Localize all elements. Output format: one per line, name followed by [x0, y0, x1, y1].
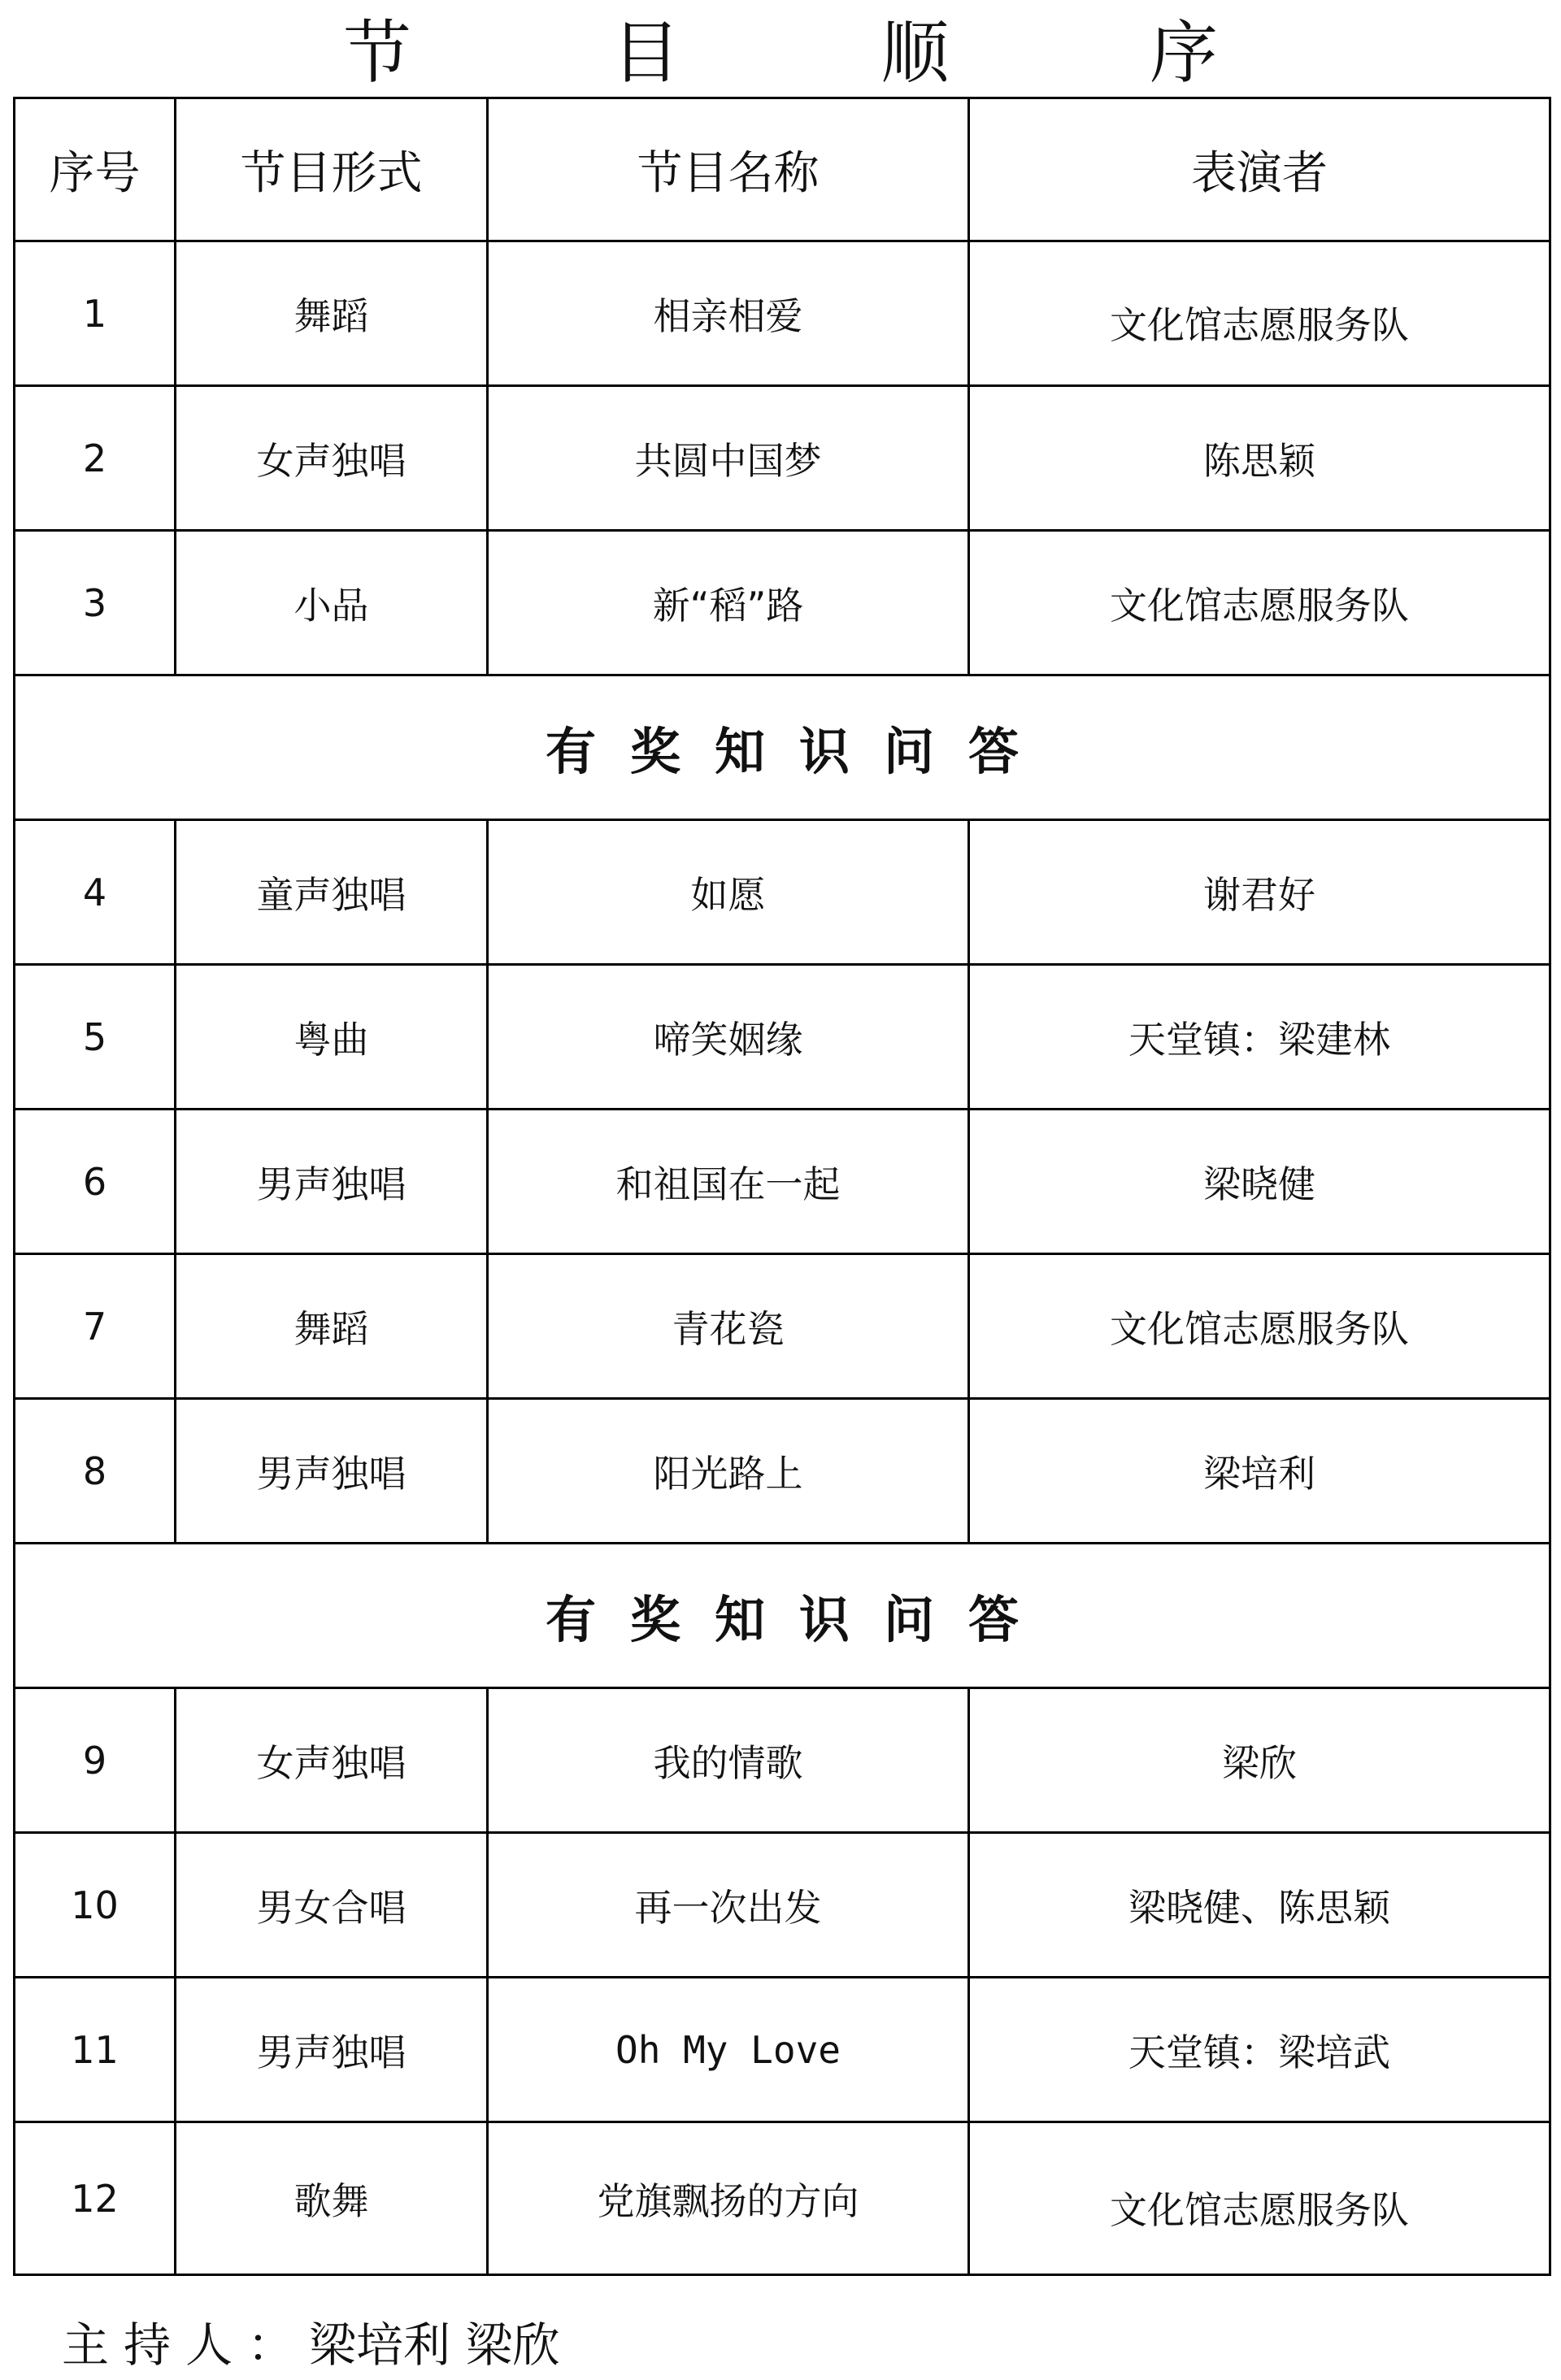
- cell-form: 歌舞: [176, 2122, 488, 2275]
- header-number: 序号: [15, 98, 176, 241]
- cell-form: 粤曲: [176, 965, 488, 1110]
- table-row: [15, 1110, 1550, 1254]
- hosts-names: 梁培利 梁欣: [309, 2317, 560, 2373]
- quiz-break-label: 有奖知识问答: [15, 1544, 1550, 1688]
- cell-number: 4: [15, 820, 176, 965]
- cell-number: 5: [15, 965, 176, 1110]
- cell-number: 9: [15, 1688, 176, 1833]
- cell-form: 小品: [176, 531, 488, 675]
- table-row: [15, 531, 1550, 675]
- cell-number: 3: [15, 531, 176, 675]
- table-row: [15, 1688, 1550, 1833]
- cell-form: 男声独唱: [176, 1110, 488, 1254]
- cell-performer: 谢君好: [969, 820, 1550, 965]
- program-table: [13, 97, 1551, 2276]
- cell-number: 10: [15, 1833, 176, 1978]
- cell-name: 新“稻”路: [488, 531, 969, 675]
- cell-name: 和祖国在一起: [488, 1110, 969, 1254]
- cell-name: 相亲相爱: [488, 241, 969, 386]
- cell-performer: 梁欣: [969, 1688, 1550, 1833]
- page-title: 节 目 顺 序: [342, 12, 1308, 93]
- table-row: [15, 1399, 1550, 1544]
- cell-performer: 梁晓健: [969, 1110, 1550, 1254]
- table-row: [15, 241, 1550, 386]
- table-row: [15, 1833, 1550, 1978]
- cell-number: 2: [15, 386, 176, 531]
- table-row: [15, 965, 1550, 1110]
- cell-number: 11: [15, 1978, 176, 2122]
- cell-performer: 梁培利: [969, 1399, 1550, 1544]
- cell-performer: 文化馆志愿服务队: [969, 2122, 1550, 2275]
- table-row: [15, 2122, 1550, 2275]
- hosts-label: 主持人：: [62, 2317, 310, 2373]
- table-row: [15, 1978, 1550, 2122]
- cell-name: 共圆中国梦: [488, 386, 969, 531]
- cell-number: 12: [15, 2122, 176, 2275]
- table-row: [15, 386, 1550, 531]
- cell-performer: 陈思颖: [969, 386, 1550, 531]
- cell-form: 男声独唱: [176, 1399, 488, 1544]
- cell-performer: 梁晓健、陈思颖: [969, 1833, 1550, 1978]
- cell-name: 我的情歌: [488, 1688, 969, 1833]
- cell-number: 6: [15, 1110, 176, 1254]
- cell-form: 舞蹈: [176, 241, 488, 386]
- cell-form: 女声独唱: [176, 386, 488, 531]
- cell-name: Oh My Love: [488, 1978, 969, 2122]
- header-name: 节目名称: [488, 98, 969, 241]
- cell-name: 党旗飘扬的方向: [488, 2122, 969, 2275]
- table-header-row: [15, 98, 1550, 241]
- cell-form: 男声独唱: [176, 1978, 488, 2122]
- cell-performer: 文化馆志愿服务队: [969, 241, 1550, 386]
- cell-performer: 天堂镇：梁培武: [969, 1978, 1550, 2122]
- quiz-break-row: [15, 675, 1550, 820]
- cell-form: 童声独唱: [176, 820, 488, 965]
- header-form: 节目形式: [176, 98, 488, 241]
- cell-performer: 天堂镇：梁建林: [969, 965, 1550, 1110]
- cell-name: 如愿: [488, 820, 969, 965]
- cell-performer: 文化馆志愿服务队: [969, 1254, 1550, 1399]
- header-performer: 表演者: [969, 98, 1550, 241]
- cell-form: 女声独唱: [176, 1688, 488, 1833]
- cell-number: 8: [15, 1399, 176, 1544]
- cell-form: 舞蹈: [176, 1254, 488, 1399]
- hosts-line: [62, 2304, 559, 2378]
- table-row: [15, 1254, 1550, 1399]
- table-row: [15, 820, 1550, 965]
- quiz-break-label: 有奖知识问答: [15, 675, 1550, 820]
- quiz-break-row: [15, 1544, 1550, 1688]
- cell-number: 1: [15, 241, 176, 386]
- cell-name: 再一次出发: [488, 1833, 969, 1978]
- cell-performer: 文化馆志愿服务队: [969, 531, 1550, 675]
- cell-number: 7: [15, 1254, 176, 1399]
- cell-name: 青花瓷: [488, 1254, 969, 1399]
- cell-name: 阳光路上: [488, 1399, 969, 1544]
- cell-name: 啼笑姻缘: [488, 965, 969, 1110]
- cell-form: 男女合唱: [176, 1833, 488, 1978]
